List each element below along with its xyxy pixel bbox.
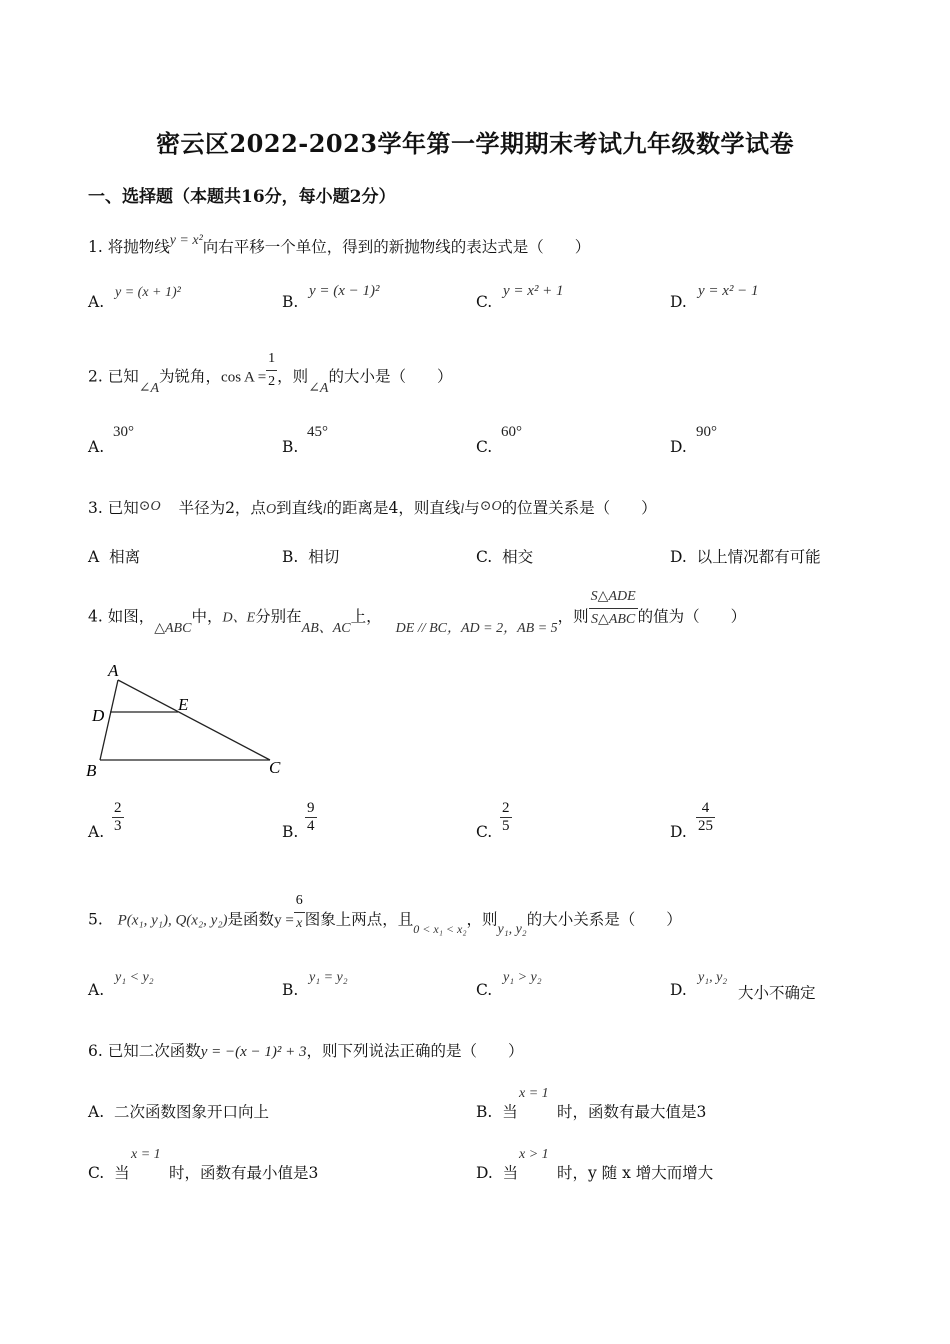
q6-option-a[interactable]: A. 二次函数图象开口向上 (88, 1103, 269, 1121)
q5-option-c[interactable]: C. (476, 981, 493, 999)
vertex-e-label: E (178, 695, 189, 714)
q3-option-c[interactable]: C. 相交 (476, 548, 534, 566)
q4-option-b-fraction: $\frac{9}{4}$ (307, 800, 315, 834)
q2-option-d-text: 90° (696, 424, 717, 440)
q4-option-b[interactable]: B. (282, 823, 299, 841)
q1-option-b[interactable]: B. (282, 293, 299, 311)
q1-option-b-text: y = (x − 1)² (309, 283, 380, 299)
q2-option-b-text: 45° (307, 424, 328, 440)
q4-option-a-fraction: $\frac{2}{3}$ (114, 800, 122, 834)
q5-option-d[interactable]: D. (670, 981, 687, 999)
page-title: 密云区2022-2023学年第一学期期末考试九年级数学试卷 (155, 129, 795, 158)
question-1-expr: y = x² (169, 233, 203, 248)
q1-option-a-text: y = (x + 1)² (115, 285, 181, 300)
q4-option-c-fraction: $\frac{2}{5}$ (502, 800, 510, 834)
q3-option-b[interactable]: B. 相切 (282, 548, 340, 566)
question-1-prefix: 1. 将抛物线 (88, 238, 170, 256)
question-2: 2. 已知∠A为锐角，cos A = $\frac{1}{2}$ ，则∠A的大小是（ ） (88, 362, 453, 393)
q6-option-d-post: 时，y 随 x 增大而增大 (557, 1164, 714, 1182)
q1-option-c[interactable]: C. (476, 293, 493, 311)
fraction-one-half: $\frac{1}{2}$ (266, 348, 277, 393)
q5-option-a-text: y₁ < y₂ (115, 970, 154, 985)
triangle-figure (82, 658, 292, 783)
q2-option-d[interactable]: D. (670, 438, 687, 456)
q3-option-a[interactable]: A 相离 (88, 548, 141, 566)
q4-option-a[interactable]: A. (88, 823, 105, 841)
q6-option-b-math: x = 1 (519, 1086, 549, 1101)
question-5: 5. P(x₁, y₁), Q(x₂, y₂)是函数y = $\frac{6}{x}$ 图象上两点，且$_{0 < x_1 < x_2}$，则y₁, y₂的大小关系是（ ） (88, 906, 682, 935)
section-heading: 一、选择题（本题共16分，每小题2分） (88, 187, 396, 207)
q5-option-d-text: y₁, y₂ (698, 970, 728, 985)
q1-option-c-text: y = x² + 1 (503, 283, 564, 299)
question-6: 6. 已知二次函数y = −(x − 1)² + 3，则下列说法正确的是（ ） (88, 1042, 524, 1060)
q2-option-a-text: 30° (113, 424, 134, 440)
triangle-abc: △ABC (154, 620, 192, 636)
q2-option-c[interactable]: C. (476, 438, 493, 456)
q5-option-d-extra: 大小不确定 (738, 984, 816, 1002)
q4-option-c[interactable]: C. (476, 823, 493, 841)
q2-option-c-text: 60° (501, 424, 522, 440)
angle-a-2: ∠A (308, 380, 329, 396)
q5-option-b-text: y₁ = y₂ (309, 970, 348, 985)
area-ratio-fraction: $\frac{\text{S△ADE}}{\text{S△ABC}}$ (589, 586, 638, 631)
question-3: 3. 已知⊙O 半径为2，点O到直线l的距离是4，则直线l与⊙O的位置关系是（ ） (88, 499, 657, 517)
q2-option-b[interactable]: B. (282, 438, 299, 456)
q5-option-c-text: y₁ > y₂ (503, 970, 542, 985)
q5-option-b[interactable]: B. (282, 981, 299, 999)
q6-option-d[interactable]: D. 当 (476, 1164, 519, 1182)
angle-a: ∠A (138, 380, 160, 396)
vertex-d-label: D (92, 706, 105, 725)
question-4: 4. 如图，△ABC中，D、E分别在AB、AC上，DE // BC，AD = 2，AB = 5，则 $\frac{\text{S△ADE}}{\text{S△ABC}}$ 的值为（ ） (88, 604, 746, 631)
q1-option-d[interactable]: D. (670, 293, 687, 311)
fraction-6-over-x: $\frac{6}{x}$ (294, 890, 305, 935)
vertex-b-label: B (86, 761, 97, 780)
q5-option-a[interactable]: A. (88, 981, 105, 999)
q1-option-a[interactable]: A. (88, 293, 105, 311)
q6-option-d-math: x > 1 (519, 1147, 549, 1162)
q6-option-c-post: 时，函数有最小值是3 (169, 1164, 319, 1182)
quadratic-expr: y = −(x − 1)² + 3 (200, 1044, 307, 1060)
q4-option-d-fraction: $\frac{4}{25}$ (698, 800, 713, 834)
q6-option-b-post: 时，函数有最大值是3 (557, 1103, 707, 1121)
points-pq: P(x₁, y₁), Q(x₂, y₂) (117, 912, 228, 929)
q1-option-d-text: y = x² − 1 (698, 283, 759, 299)
q6-option-b[interactable]: B. 当 (476, 1103, 518, 1121)
question-1 (88, 233, 591, 260)
q3-option-d[interactable]: D. 以上情况都有可能 (670, 548, 821, 566)
circle-o: ⊙O (138, 499, 161, 514)
vertex-a-label: A (108, 661, 119, 680)
q4-option-d[interactable]: D. (670, 823, 687, 841)
q2-option-a[interactable]: A. (88, 438, 105, 456)
q6-option-c[interactable]: C. 当 (88, 1164, 130, 1182)
question-1-suffix: 向右平移一个单位，得到的新抛物线的表达式是（ ） (202, 238, 591, 256)
vertex-c-label: C (269, 758, 281, 777)
q6-option-c-math: x = 1 (131, 1147, 161, 1162)
